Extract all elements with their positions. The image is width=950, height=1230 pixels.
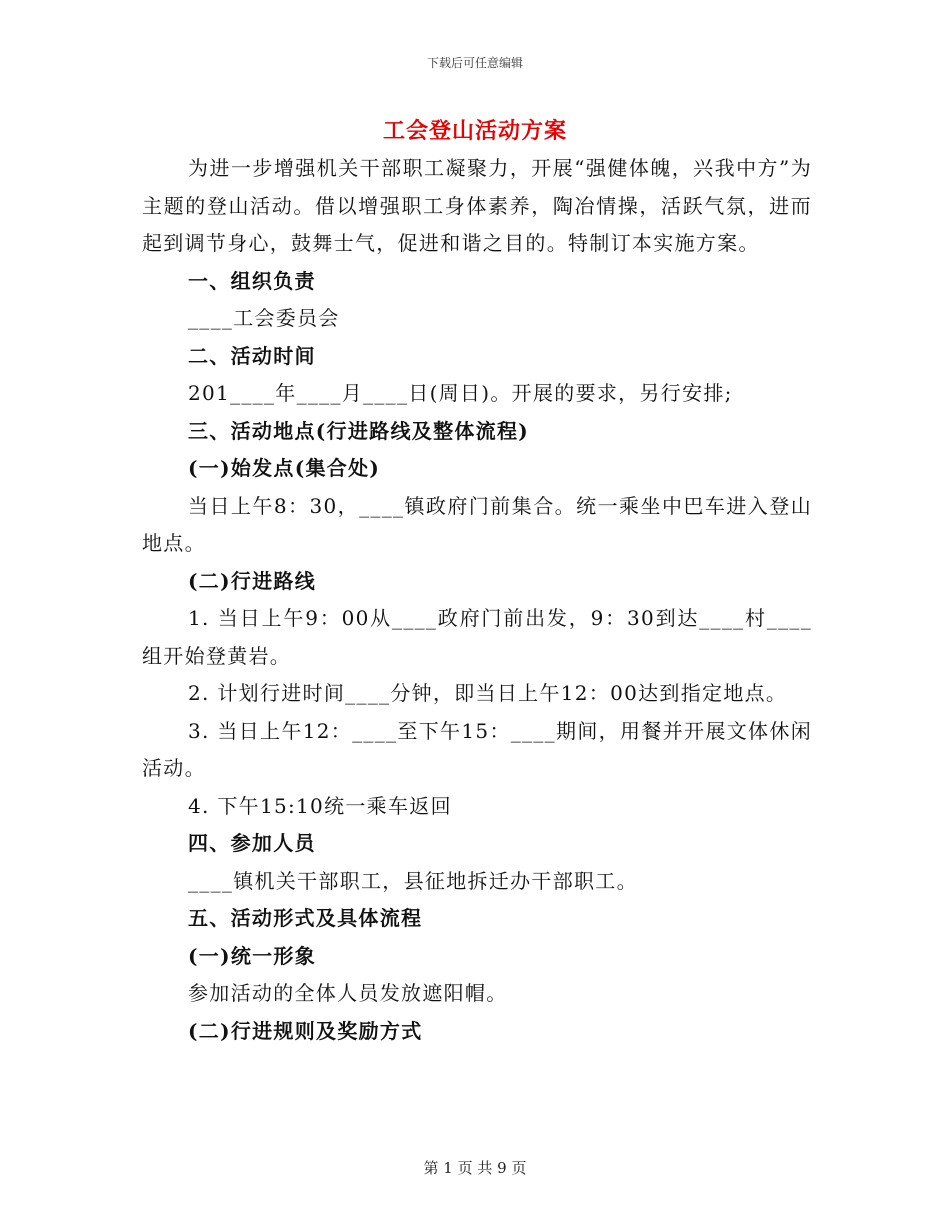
header-note: 下载后可任意编辑 xyxy=(426,56,523,70)
subsection-heading-start-point: (一)始发点(集合处) xyxy=(188,456,381,480)
participants-text: ____镇机关干部职工，县征地拆迁办干部职工。 xyxy=(188,868,638,893)
route-item-3: 3. 当日上午12：____至下午15：____期间，用餐并开展文体休闲活动。 xyxy=(142,718,812,780)
section-heading-organization: 一、组织负责 xyxy=(188,268,316,293)
uniform-image-text: 参加活动的全体人员发放遮阳帽。 xyxy=(188,981,508,1005)
document-body xyxy=(142,150,812,1050)
time-text: 201____年____月____日(周日)。开展的要求，另行安排; xyxy=(188,381,733,405)
organization-text: ____工会委员会 xyxy=(188,306,340,330)
route-item-4: 4. 下午15:10统一乘车返回 xyxy=(188,793,452,818)
start-point-text: 当日上午8：30，____镇政府门前集合。统一乘坐中巴车进入登山地点。 xyxy=(142,493,812,555)
section-heading-participants: 四、参加人员 xyxy=(188,831,316,855)
subsection-heading-uniform-image: (一)统一形象 xyxy=(188,943,317,968)
section-heading-location: 三、活动地点(行进路线及整体流程) xyxy=(188,418,530,443)
route-item-1: 1. 当日上午9：00从____政府门前出发，9：30到达____村____组开始登黄岩。 xyxy=(142,606,812,668)
page-number: 第 1 页 共 9 页 xyxy=(423,1159,527,1177)
subsection-heading-rules-rewards: (二)行进规则及奖励方式 xyxy=(188,1018,423,1043)
section-heading-format: 五、活动形式及具体流程 xyxy=(188,906,423,930)
route-item-2: 2. 计划行进时间____分钟，即当日上午12：00达到指定地点。 xyxy=(188,681,788,705)
subsection-heading-route: (二)行进路线 xyxy=(188,568,317,593)
section-heading-time: 二、活动时间 xyxy=(188,343,316,368)
intro-paragraph: 为进一步增强机关干部职工凝聚力，开展“强健体魄，兴我中方”为主题的登山活动。借以增强职工身体素养，陶冶情操，活跃气氛，进而起到调节身心，鼓舞士气，促进和谐之目的。特制订本实施方案。 xyxy=(142,156,812,255)
document-title: 工会登山活动方案 xyxy=(382,118,567,144)
